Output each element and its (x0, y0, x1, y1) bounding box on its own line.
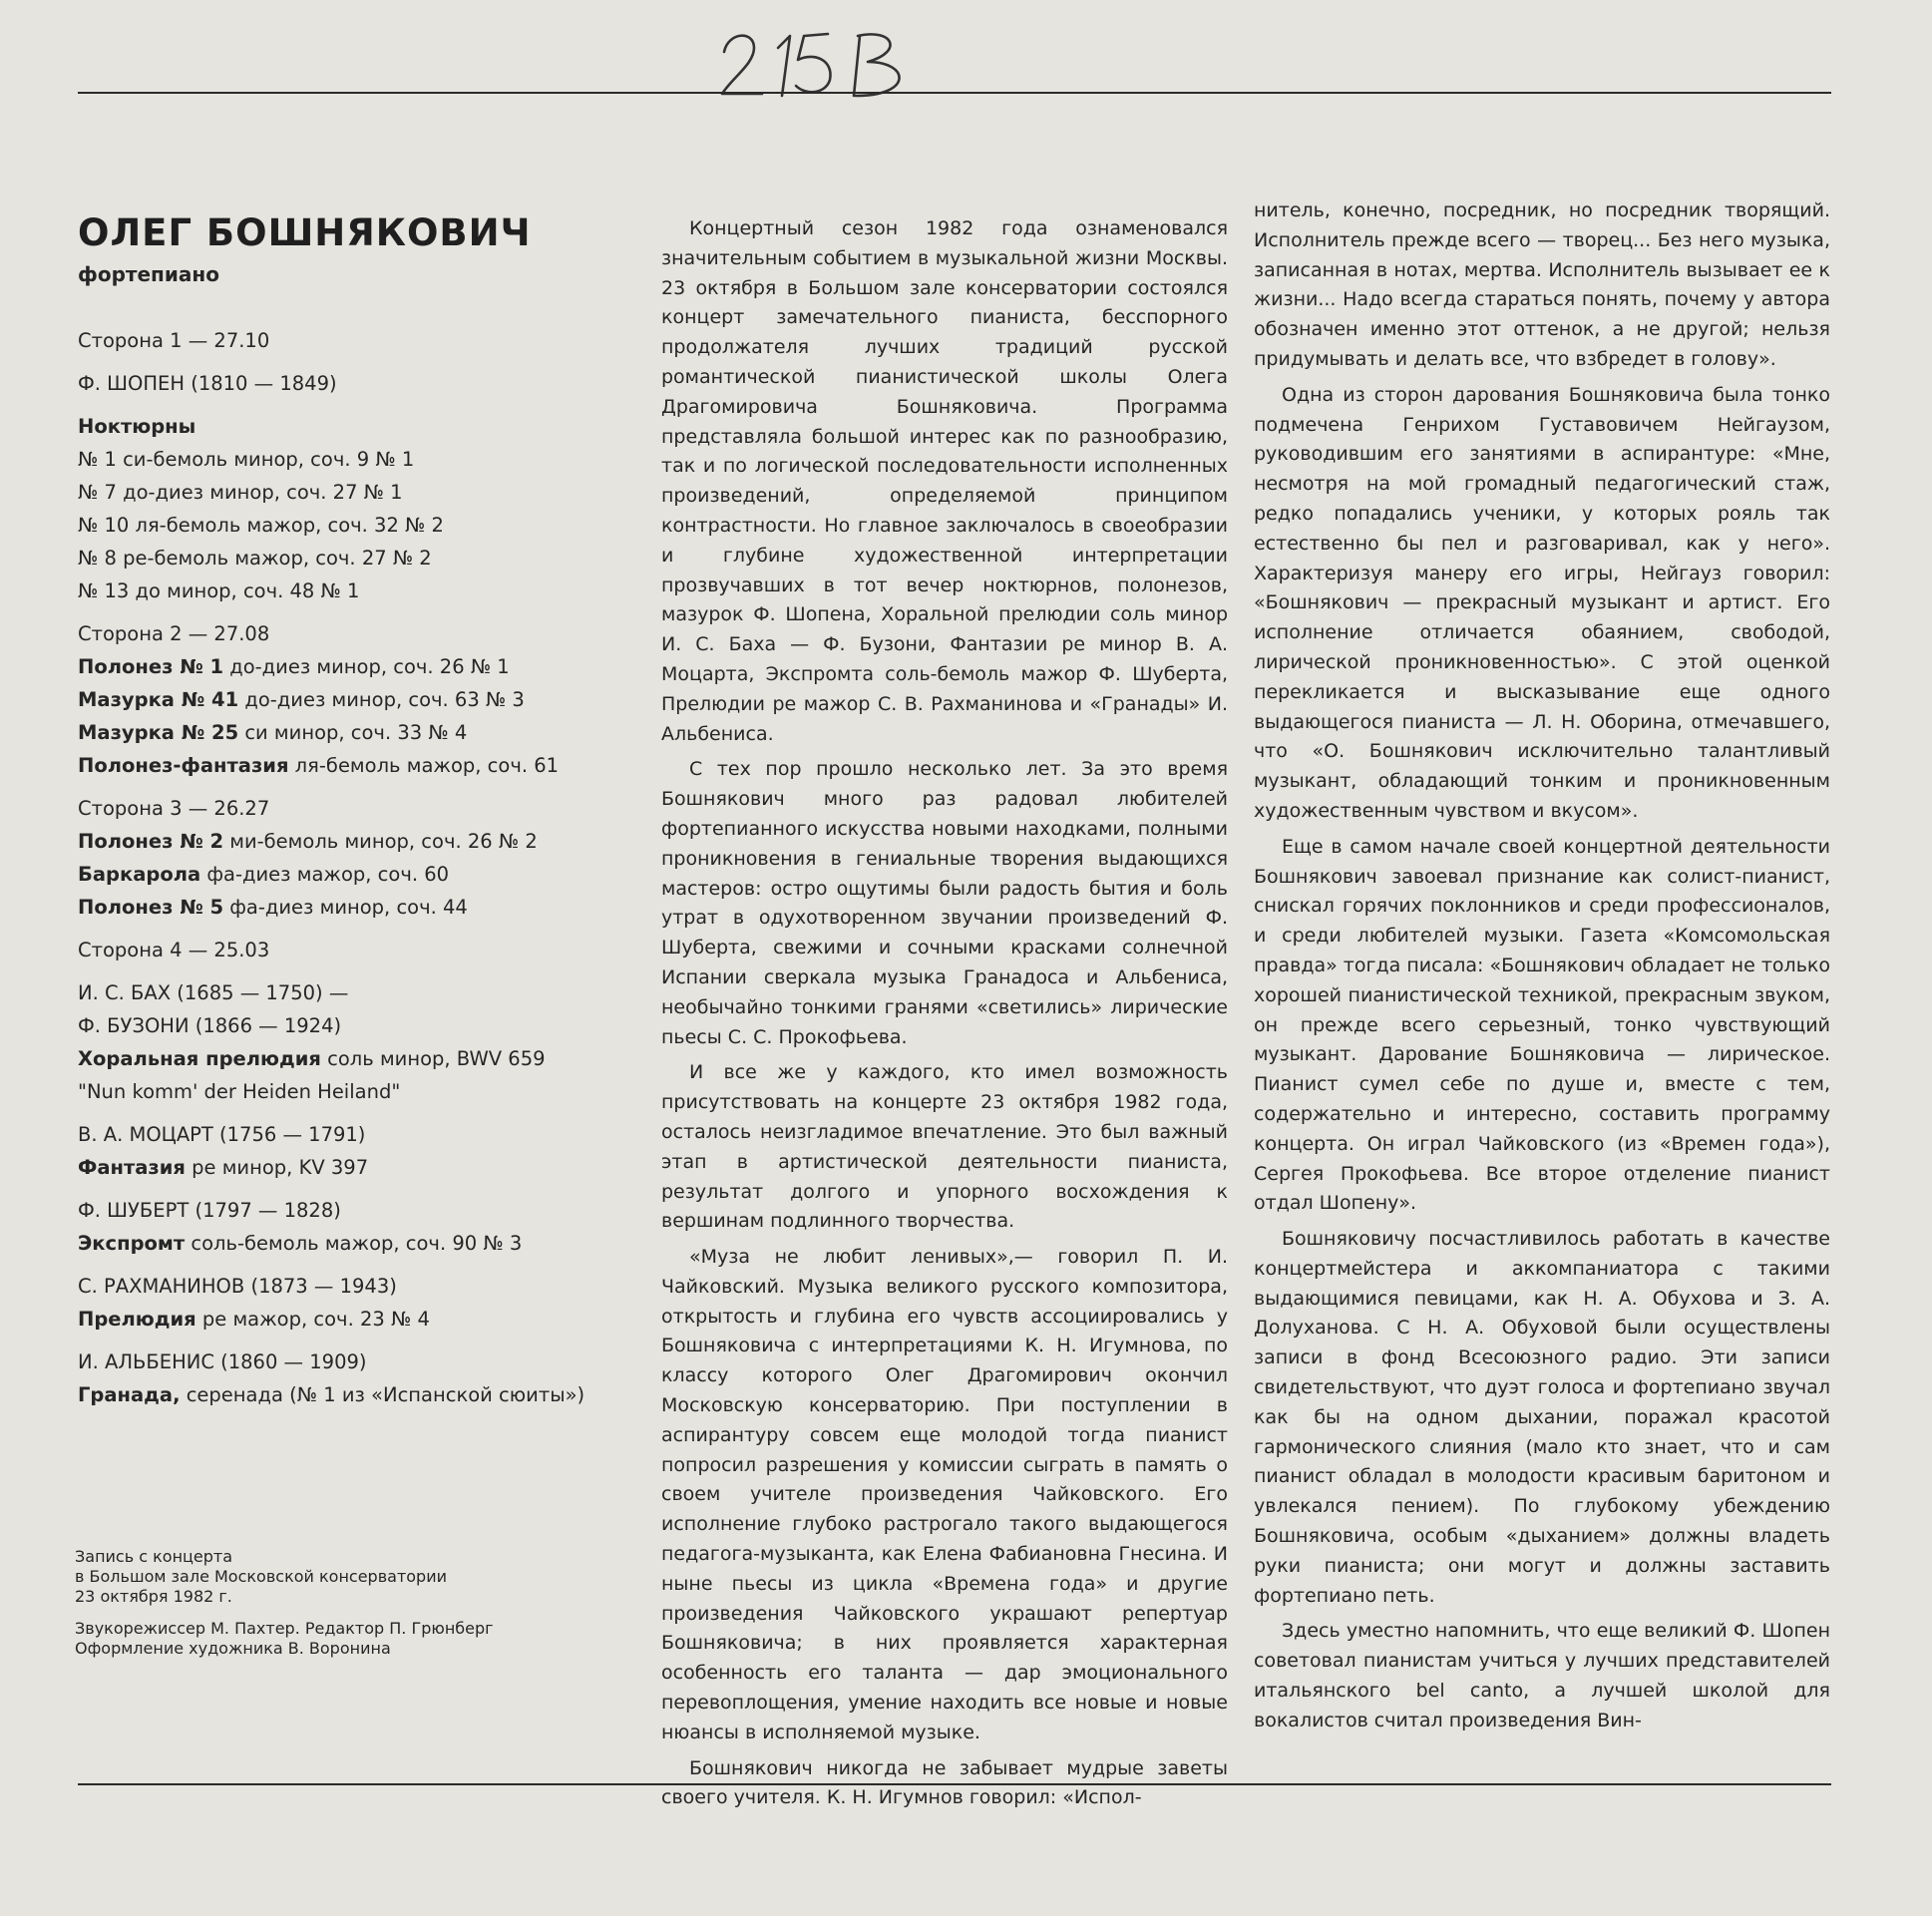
track-detail: си минор, соч. 33 № 4 (238, 721, 468, 744)
tracklist-line (78, 443, 636, 476)
track-detail: фа-диез минор, соч. 44 (223, 896, 468, 919)
tracklist-line (78, 1270, 636, 1303)
tracklist-line (78, 476, 636, 509)
artist-name: ОЛЕГ БОШНЯКОВИЧ (78, 211, 532, 254)
article-column-right (1254, 196, 1830, 1742)
tracklist-line (78, 1009, 636, 1042)
article-paragraph: Еще в самом начале своей концертной деятельности Бошнякович завоевал признание как солист-пианист, снискал горячих поклонников и среди профессионалов, и среди любителей музыки. Газета «Комсомольская правда» тогда писала: «Бошнякович обладает не только хорошей пианистической техникой, прекрасным звуком, он прежде всего серьезный, тонко чувствующий музыкант. Дарование Бошняковича — лирическое. Пианист сумел себе по душе и, вместе с тем, содержательно и интересно, составить программу концерта. Он играл Чайковского (из «Времен года»), Сергея Прокофьева. Все второе отделение пианист отдал Шопену». (1254, 835, 1830, 1215)
tracklist-line (78, 1227, 636, 1260)
article-paragraph: Здесь уместно напомнить, что еще великий Ф. Шопен советовал пианистам учиться у лучших представителей итальянского bel canto, а лучшей школой для вокалистов считал произведения Вин- (1254, 1620, 1830, 1731)
track-detail: Ф. ШУБЕРТ (1797 — 1828) (78, 1199, 341, 1222)
tracklist-line (78, 1075, 636, 1108)
article-paragraph: Концертный сезон 1982 года ознаменовался значительным событием в музыкальной жизни Москвы. 23 октября в Большом зале консерватории состоялся концерт замечательного пианиста, бесспорного продолжателя лучших традиций русской романтической пианистической школы Олега Драгомировича Бошняковича. Программа представляла большой интерес как по разнообразию, так и по логической последовательности исполненных произведений, определяемой принципом контрастности. Но главное заключалось в своеобразии и глубине художественной интерпретации прозвучавших в тот вечер ноктюрнов, полонезов, мазурок Ф. Шопена, Хоральной прелюдии соль минор И. С. Баха — Ф. Бузони, Фантазии ре минор В. А. Моцарта, Экспромта соль-бемоль мажор Ф. Шуберта, Прелюдии ре мажор С. В. Рахманинова и «Гранады» И. Альбениса. (661, 217, 1228, 745)
track-title: Фантазия (78, 1156, 186, 1179)
credit-line: в Большом зале Московской консерватории (75, 1567, 448, 1586)
track-detail: Сторона 1 — 27.10 (78, 329, 270, 352)
track-detail: серенада (№ 1 из «Испанской сюиты») (180, 1383, 585, 1406)
track-detail: № 10 ля-бемоль мажор, соч. 32 № 2 (78, 514, 444, 537)
track-detail: Сторона 2 — 27.08 (78, 622, 270, 645)
article-column-middle (661, 214, 1228, 1819)
track-detail: Сторона 3 — 26.27 (78, 797, 270, 820)
credits (75, 1547, 633, 1659)
track-detail: до-диез минор, соч. 26 № 1 (223, 655, 510, 678)
track-title: Экспромт (78, 1232, 186, 1255)
track-detail: ми-бемоль минор, соч. 26 № 2 (223, 830, 538, 853)
track-detail: Ф. ШОПЕН (1810 — 1849) (78, 372, 337, 395)
track-title: Мазурка № 25 (78, 721, 239, 744)
tracklist-line (78, 749, 636, 782)
track-detail: И. АЛЬБЕНИС (1860 — 1909) (78, 1350, 367, 1373)
track-title: Полонез № 5 (78, 896, 224, 919)
tracklist-line (78, 1303, 636, 1336)
track-title: Полонез № 2 (78, 830, 224, 853)
handwritten-catalog-mark (718, 22, 928, 100)
track-detail: фа-диез мажор, соч. 60 (200, 863, 450, 886)
tracklist-line (78, 1345, 636, 1378)
top-rule (78, 92, 1831, 94)
track-detail: И. С. БАХ (1685 — 1750) — (78, 981, 349, 1004)
article-paragraph: И все же у каждого, кто имел возможность присутствовать на концерте 23 октября 1982 года, осталось неизгладимое впечатление. Это был важный этап в артистической деятельности пианиста, результат долгого и упорного восхождения к вершинам подлинного творчества. (661, 1061, 1228, 1233)
track-detail: соль-бемоль мажор, соч. 90 № 3 (185, 1232, 523, 1255)
track-detail: ре мажор, соч. 23 № 4 (195, 1308, 430, 1331)
track-detail: Ф. БУЗОНИ (1866 — 1924) (78, 1014, 342, 1037)
tracklist-line (78, 650, 636, 683)
track-detail: № 7 до-диез минор, соч. 27 № 1 (78, 481, 403, 504)
tracklist-line (78, 934, 636, 966)
tracklist-line (78, 891, 636, 924)
track-detail: ля-бемоль мажор, соч. 61 (288, 754, 560, 777)
credit-line: Оформление художника В. Воронина (75, 1639, 391, 1658)
tracklist-line (78, 575, 636, 607)
tracklist-line (78, 1194, 636, 1227)
track-detail: "Nun komm' der Heiden Heiland" (78, 1080, 401, 1103)
tracklist-line (78, 792, 636, 825)
credit-line: 23 октября 1982 г. (75, 1587, 232, 1606)
track-title: Полонез № 1 (78, 655, 224, 678)
track-detail: № 13 до минор, соч. 48 № 1 (78, 579, 360, 602)
track-detail: ре минор, KV 397 (185, 1156, 369, 1179)
article-paragraph: Одна из сторон дарования Бошняковича была тонко подмечена Генрихом Густавовичем Нейгаузом, руководившим его занятиями в аспирантуре: «Мне, несмотря на мой громадный педагогический стаж, редко попадались ученики, у которых рояль так естественно бы пел и разговаривал, как у него». Характеризуя манеру его игры, Нейгауз говорил: «Бошнякович — прекрасный музыкант и артист. Его исполнение отличается обаянием, свободой, лирической проникновенностью». С этой оценкой перекликается и высказывание еще одного выдающегося пианиста — Л. Н. Оборина, отмечавшего, что «О. Бошнякович исключительно талантливый музыкант, обладающий тонким и проникновенным художественным чувством и вкусом». (1254, 383, 1830, 822)
tracklist-line (78, 324, 636, 357)
bottom-rule (78, 1783, 1831, 1785)
credit-line: Звукорежиссер М. Пахтер. Редактор П. Грюнберг (75, 1619, 494, 1638)
tracklist-line (78, 1151, 636, 1184)
tracklist-line (78, 825, 636, 858)
article-paragraph: Бошняковичу посчастливилось работать в качестве концертмейстера и аккомпаниатора с такими выдающимися певицами, как Н. А. Обухова и З. А. Долуханова. С Н. А. Обуховой были осуществлены записи в фонд Всесоюзного радио. Эти записи свидетельствуют, что дуэт голоса и фортепиано звучал как бы на одном дыхании, поражал красотой гармонического слияния (мало кто знает, что и сам пианист обладал в молодости красивым баритоном и увлекался пением). По глубокому убеждению Бошняковича, особым «дыханием» должны владеть руки пианиста; они могут и должны заставить фортепиано петь. (1254, 1228, 1830, 1607)
track-title: Прелюдия (78, 1308, 196, 1331)
credit-line: Запись с концерта (75, 1547, 233, 1566)
article-paragraph: Бошнякович никогда не забывает мудрые заветы своего учителя. К. Н. Игумнов говорил: «Испол- (661, 1756, 1228, 1809)
tracklist-line (78, 509, 636, 542)
article-paragraph: нитель, конечно, посредник, но посредник творящий. Исполнитель прежде всего — творец... Без него музыка, записанная в нотах, мертва. Исполнитель вызывает ее к жизни... Надо всегда стараться понять, почему у автора обозначен именно этот оттенок, а не другой; нельзя придумывать и делать все, что взбредет в голову». (1254, 199, 1830, 370)
tracklist-line (78, 858, 636, 891)
track-detail: соль минор, BWV 659 (320, 1047, 546, 1070)
tracklist-line (78, 1042, 636, 1075)
tracklist (78, 324, 636, 1411)
track-detail: № 1 си-бемоль минор, соч. 9 № 1 (78, 448, 415, 471)
article-paragraph: С тех пор прошло несколько лет. За это время Бошнякович много раз радовал любителей фортепианного искусства новыми находками, полными проникновения в гениальные творения выдающихся мастеров: остро ощутимы были радость бытия и боль утрат в одухотворенном звучании произведений Ф. Шуберта, свежими и сочными красками солнечной Испании сверкала музыка Гранадоса и Альбениса, необычайно тонкими гранями «светились» лирические пьесы С. С. Прокофьева. (661, 758, 1228, 1048)
tracklist-line (78, 367, 636, 400)
tracklist-line (78, 410, 636, 443)
track-detail: В. А. МОЦАРТ (1756 — 1791) (78, 1123, 366, 1146)
track-title: Гранада, (78, 1383, 181, 1406)
tracklist-column (78, 211, 636, 1411)
tracklist-line (78, 617, 636, 650)
track-title: Баркарола (78, 863, 201, 886)
article-paragraph: «Муза не любит ленивых»,— говорил П. И. Чайковский. Музыка великого русского композитора, открытость и глубина его чувств ассоциировались у Бошняковича с интерпретациями К. Н. Игумнова, по классу которого Олег Драгомирович окончил Московскую консерваторию. При поступлении в аспирантуру совсем еще молодой тогда пианист попросил разрешения у комиссии сыграть в память о своем учителе произведения Чайковского. Его исполнение глубоко растрогало такого выдающегося педагога-музыканта, как Елена Фабиановна Гнесина. И ныне пьесы из цикла «Времена года» и другие произведения Чайковского украшают репертуар Бошняковича; в них проявляется характерная особенность его таланта — дар эмоционального перевоплощения, умение находить все новые и новые нюансы в исполняемой музыке. (661, 1246, 1228, 1743)
tracklist-line (78, 1118, 636, 1151)
tracklist-line (78, 542, 636, 575)
tracklist-line (78, 1378, 636, 1411)
track-detail: № 8 ре-бемоль мажор, соч. 27 № 2 (78, 547, 432, 570)
track-detail: С. РАХМАНИНОВ (1873 — 1943) (78, 1275, 397, 1298)
instrument: фортепиано (78, 262, 219, 286)
track-detail: Сторона 4 — 25.03 (78, 939, 270, 961)
tracklist-line (78, 683, 636, 716)
tracklist-line (78, 716, 636, 749)
track-title: Мазурка № 41 (78, 688, 239, 711)
track-detail: до-диез минор, соч. 63 № 3 (238, 688, 525, 711)
track-title: Полонез-фантазия (78, 754, 289, 777)
tracklist-line (78, 976, 636, 1009)
track-title: Ноктюрны (78, 415, 196, 438)
track-title: Хоральная прелюдия (78, 1047, 321, 1070)
